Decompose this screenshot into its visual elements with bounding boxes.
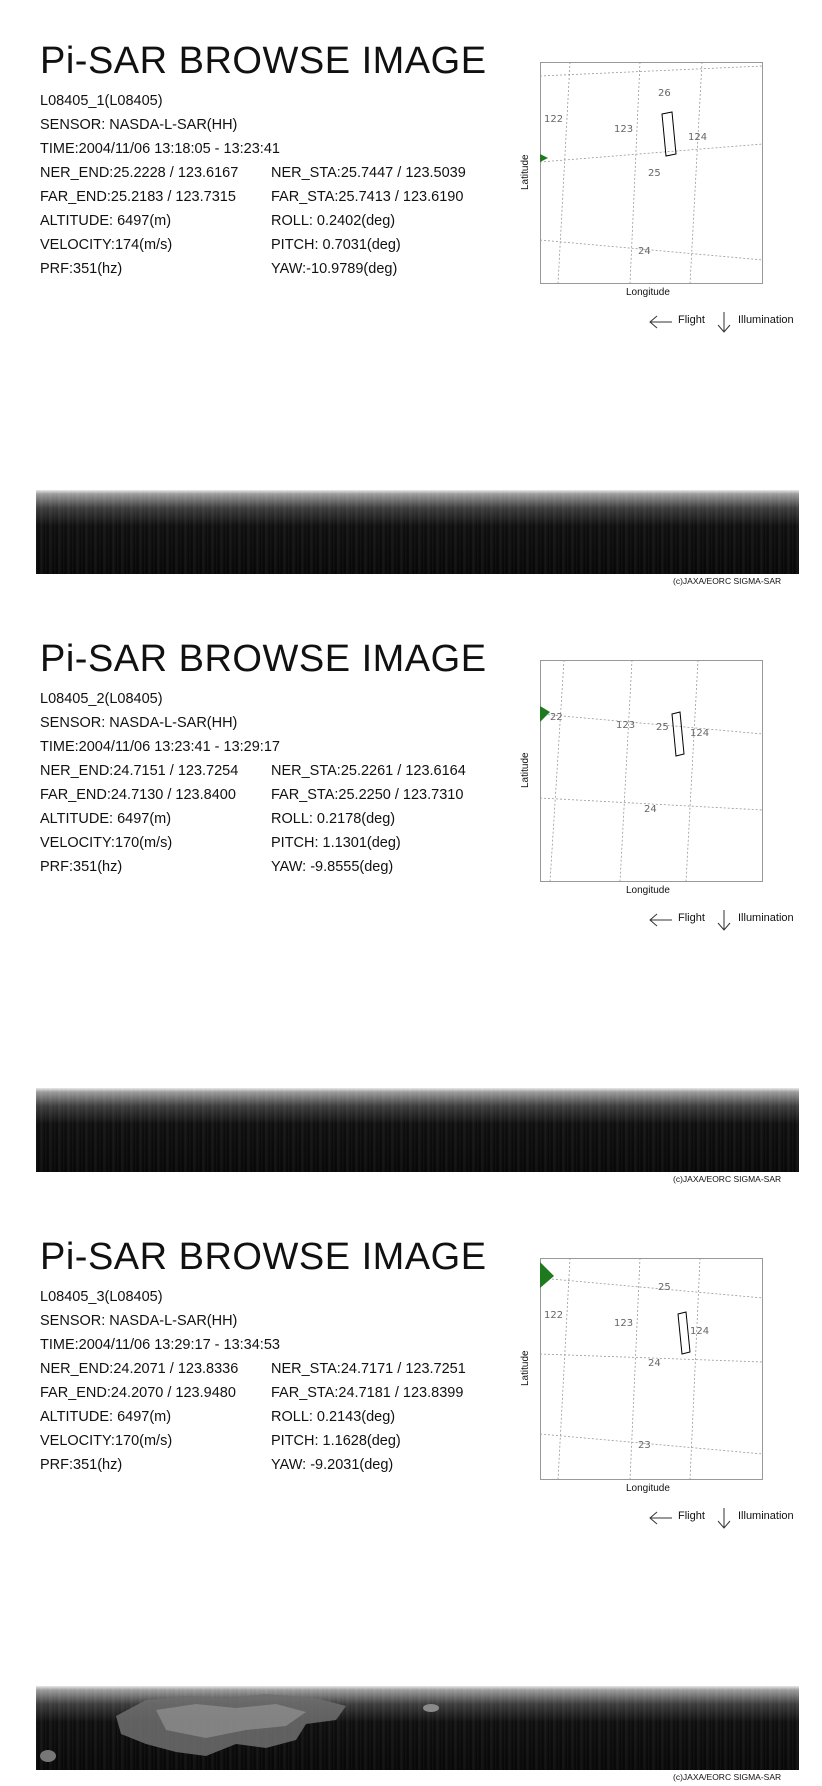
illumination-arrow-icon — [716, 312, 732, 334]
time-text: TIME:2004/11/06 13:29:17 - 13:34:53 — [40, 1337, 280, 1353]
browse-panel-2 — [0, 598, 822, 1188]
grid-label: 24 — [644, 804, 657, 815]
panel-title: Pi-SAR BROWSE IMAGE — [40, 40, 487, 82]
location-map — [540, 1258, 763, 1480]
ner-sta-text: NER_STA:25.7447 / 123.5039 — [271, 165, 466, 181]
panel-title: Pi-SAR BROWSE IMAGE — [40, 1236, 487, 1278]
ner-end-text: NER_END:24.7151 / 123.7254 — [40, 763, 239, 779]
sar-image-strip — [36, 1686, 799, 1770]
grid-label: 122 — [544, 114, 564, 125]
altitude-text: ALTITUDE: 6497(m) — [40, 811, 172, 827]
grid-label: 123 — [614, 124, 634, 135]
far-sta-text: FAR_STA:25.2250 / 123.7310 — [271, 787, 464, 803]
sensor-text: SENSOR: NASDA-L-SAR(HH) — [40, 715, 238, 731]
velocity-text: VELOCITY:174(m/s) — [40, 237, 173, 253]
grid-label: 23 — [638, 1440, 651, 1451]
grid-label: 26 — [658, 88, 671, 99]
map-x-axis-label: Longitude — [626, 287, 670, 298]
ner-sta-text: NER_STA:25.2261 / 123.6164 — [271, 763, 466, 779]
roll-text: ROLL: 0.2178(deg) — [271, 811, 396, 827]
grid-label: 24 — [638, 246, 651, 257]
far-end-text: FAR_END:24.2070 / 123.9480 — [40, 1385, 236, 1401]
prf-text: PRF:351(hz) — [40, 1457, 123, 1473]
grid-label: 25 — [648, 168, 661, 179]
scene-id: L08405_3(L08405) — [40, 1289, 163, 1305]
ner-end-text: NER_END:25.2228 / 123.6167 — [40, 165, 239, 181]
illumination-arrow-icon — [716, 1508, 732, 1530]
sar-image-strip — [36, 490, 799, 574]
grid-label: 124 — [688, 132, 708, 143]
scene-id: L08405_1(L08405) — [40, 93, 163, 109]
illumination-label: Illumination — [738, 912, 794, 924]
far-end-text: FAR_END:24.7130 / 123.8400 — [40, 787, 236, 803]
pitch-text: PITCH: 1.1628(deg) — [271, 1433, 401, 1449]
sensor-text: SENSOR: NASDA-L-SAR(HH) — [40, 1313, 238, 1329]
flight-label: Flight — [678, 314, 705, 326]
credit-text: (c)JAXA/EORC SIGMA-SAR — [673, 1174, 782, 1184]
illumination-label: Illumination — [738, 1510, 794, 1522]
far-sta-text: FAR_STA:24.7181 / 123.8399 — [271, 1385, 464, 1401]
grid-label: 25 — [656, 722, 669, 733]
sar-image-strip — [36, 1088, 799, 1172]
pitch-text: PITCH: 1.1301(deg) — [271, 835, 401, 851]
panel-title: Pi-SAR BROWSE IMAGE — [40, 638, 487, 680]
prf-text: PRF:351(hz) — [40, 859, 123, 875]
ner-end-text: NER_END:24.2071 / 123.8336 — [40, 1361, 239, 1377]
map-y-axis-label: Latitude — [520, 1350, 531, 1386]
far-sta-text: FAR_STA:25.7413 / 123.6190 — [271, 189, 464, 205]
grid-label: 124 — [690, 728, 710, 739]
grid-label: 122 — [544, 1310, 564, 1321]
direction-legend — [640, 1508, 820, 1530]
yaw-text: YAW: -9.8555(deg) — [271, 859, 394, 875]
grid-label: 123 — [616, 720, 636, 731]
roll-text: ROLL: 0.2143(deg) — [271, 1409, 396, 1425]
map-x-axis-label: Longitude — [626, 885, 670, 896]
grid-label: 22 — [550, 712, 563, 723]
map-y-axis-label: Latitude — [520, 154, 531, 190]
velocity-text: VELOCITY:170(m/s) — [40, 1433, 173, 1449]
yaw-text: YAW: -9.2031(deg) — [271, 1457, 394, 1473]
map-y-axis-label: Latitude — [520, 752, 531, 788]
ner-sta-text: NER_STA:24.7171 / 123.7251 — [271, 1361, 466, 1377]
flight-label: Flight — [678, 1510, 705, 1522]
time-text: TIME:2004/11/06 13:18:05 - 13:23:41 — [40, 141, 280, 157]
grid-label: 25 — [658, 1282, 671, 1293]
grid-label: 123 — [614, 1318, 634, 1329]
illumination-label: Illumination — [738, 314, 794, 326]
browse-panel-3 — [0, 1196, 822, 1786]
sensor-text: SENSOR: NASDA-L-SAR(HH) — [40, 117, 238, 133]
direction-legend — [640, 910, 820, 932]
grid-label: 24 — [648, 1358, 661, 1369]
flight-label: Flight — [678, 912, 705, 924]
scene-id: L08405_2(L08405) — [40, 691, 163, 707]
credit-text: (c)JAXA/EORC SIGMA-SAR — [673, 1772, 782, 1782]
altitude-text: ALTITUDE: 6497(m) — [40, 213, 172, 229]
yaw-text: YAW:-10.9789(deg) — [271, 261, 398, 277]
credit-text: (c)JAXA/EORC SIGMA-SAR — [673, 576, 782, 586]
illumination-arrow-icon — [716, 910, 732, 932]
roll-text: ROLL: 0.2402(deg) — [271, 213, 396, 229]
prf-text: PRF:351(hz) — [40, 261, 123, 277]
far-end-text: FAR_END:25.2183 / 123.7315 — [40, 189, 236, 205]
location-map — [540, 62, 763, 284]
flight-arrow-icon — [648, 314, 674, 330]
altitude-text: ALTITUDE: 6497(m) — [40, 1409, 172, 1425]
flight-arrow-icon — [648, 912, 674, 928]
velocity-text: VELOCITY:170(m/s) — [40, 835, 173, 851]
browse-panel-1 — [0, 0, 822, 590]
pitch-text: PITCH: 0.7031(deg) — [271, 237, 401, 253]
location-map — [540, 660, 763, 882]
time-text: TIME:2004/11/06 13:23:41 - 13:29:17 — [40, 739, 280, 755]
grid-label: 124 — [690, 1326, 710, 1337]
island-terrain — [36, 1686, 799, 1770]
flight-arrow-icon — [648, 1510, 674, 1526]
direction-legend — [640, 312, 820, 334]
map-x-axis-label: Longitude — [626, 1483, 670, 1494]
